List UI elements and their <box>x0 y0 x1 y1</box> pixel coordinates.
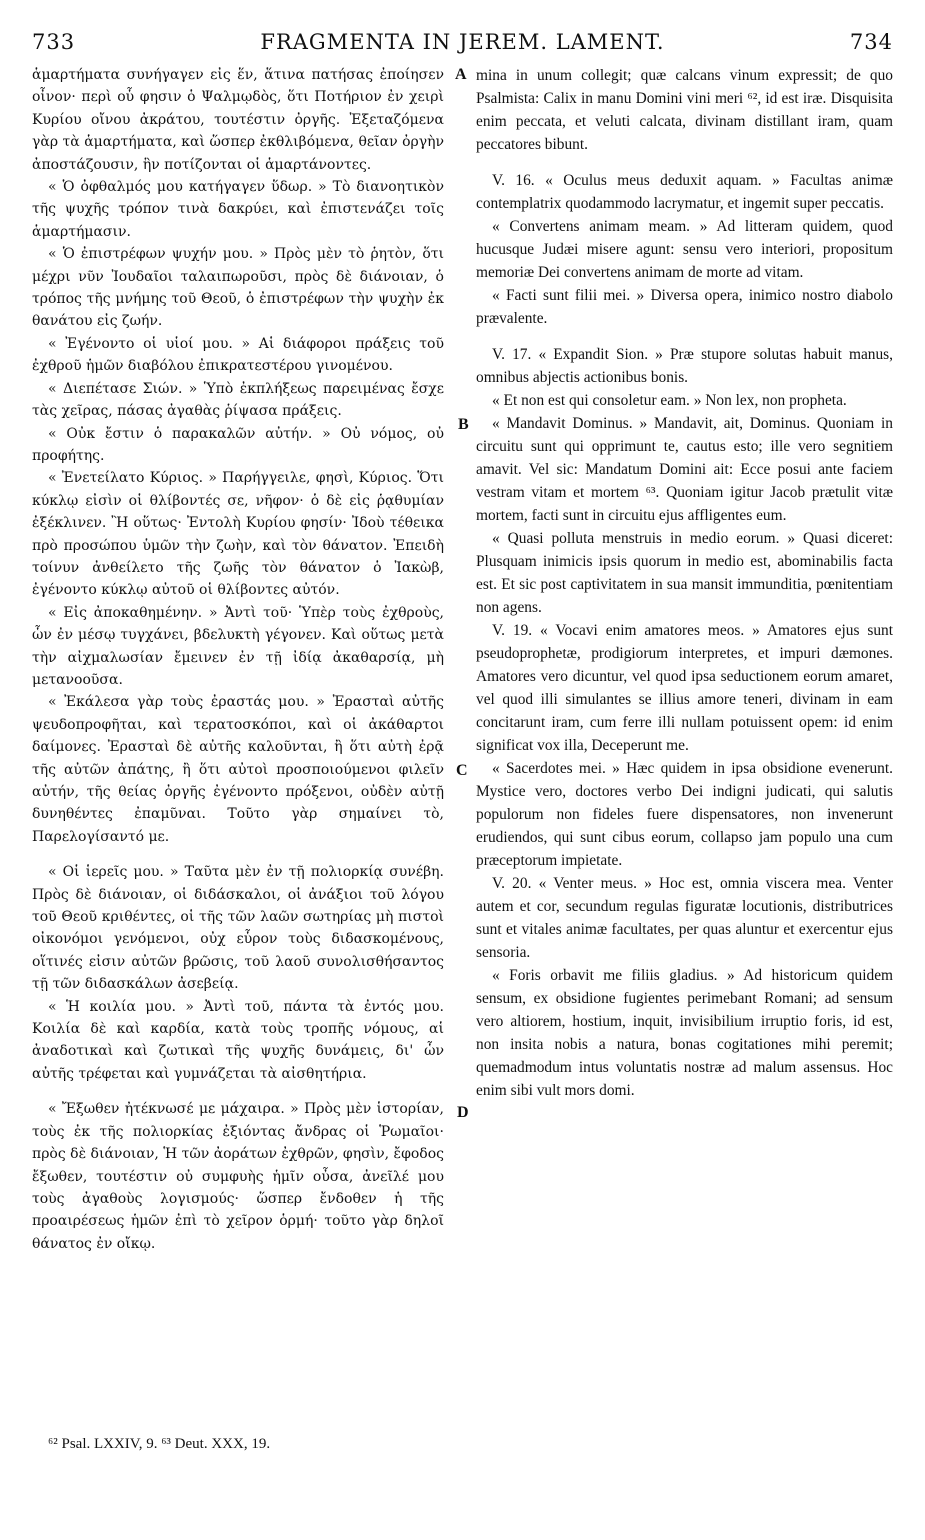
section-marker-c: C <box>456 762 468 779</box>
greek-paragraph: « Εἰς ἀποκαθημένην. » Ἀντὶ τοῦ· Ὑπὲρ τοὺς ἐχθροὺς, ὧν ἐν μέσῳ τυγχάνει, βδελυκτὴ γέγονεν. Καὶ οὕτως μετὰ τὴν αἰχμαλωσίαν ἔμεινεν ἐν τῇ ἰδίᾳ ἀκαθαρσίᾳ, μὴ μετανοοῦσα. <box>32 604 444 688</box>
footnotes: ⁶² Psal. LXXIV, 9. ⁶³ Deut. XXX, 19. <box>48 1436 271 1452</box>
running-title: FRAGMENTA IN JEREM. LAMENT. <box>260 30 665 54</box>
section-marker-b: B <box>458 416 469 433</box>
greek-paragraph: « Ὁ ἐπιστρέφων ψυχήν μου. » Πρὸς μὲν τὸ ῥητὸν, ὅτι μέχρι νῦν Ἰουδαῖοι ταλαιπωροῦσι, πρὸς δὲ διάνοιαν, ὁ τρόπος τῆς μνήμης τοῦ Θεοῦ, ὁ ἐπιστρέφων τὴν ψυχὴν ἐκ θανάτου εἰς ζωήν. <box>32 246 444 330</box>
latin-paragraph: « Convertens animam meam. » Ad litteram quidem, quod hucusque Judæi misere agunt: sensu vero interiori, propositum memoriæ Dei convertens animam de morte ad vitam. <box>476 218 893 281</box>
section-marker-a: A <box>455 66 467 83</box>
greek-paragraph: « Ἐκάλεσα γὰρ τοὺς ἐραστάς μου. » Ἐρασταὶ αὐτῆς ψευδοπροφῆται, καὶ τερατοσκόποι, καὶ οἱ ἀκάθαρτοι δαίμονες. Ἐρασταὶ δὲ αὐτῆς καλοῦνται, ἢ ὅτι αὐτὴ ἐρᾷ τῆς αὐτῶν ἀπάτης, ἢ ὅτι αὐτοὶ προσποιούμενοι φιλεῖν αὐτήν, τῆς θείας ὀργῆς ἐγένοντο πρόξενοι, οὐδὲν αὐτῇ δυνηθέντες ἐπαμῦναι. Τοῦτο γὰρ σημαίνει τὸ, Παρελογίσαντό με. <box>32 694 444 845</box>
greek-paragraph: « Οἱ ἱερεῖς μου. » Ταῦτα μὲν ἐν τῇ πολιορκίᾳ συνέβη. Πρὸς δὲ διάνοιαν, οἱ διδάσκαλοι, οἱ ἀνάξιοι τοῦ λόγου τοῦ Θεοῦ κριθέντες, οἱ τῆς τῶν λαῶν σωτηρίας μὴ πιστοὶ οἰκονόμοι γενόμενοι, οὐχ εὗρον τοὺς διδασκομένους, οἵτινές εἰσιν αὐτῶν βρῶσις, τοῦ λαοῦ συνολισθήσαντος τῇ τῶν διδασκάλων ἀσεβείᾳ. <box>32 864 444 993</box>
latin-paragraph: V. 19. « Vocavi enim amatores meos. » Amatores ejus sunt pseudoprophetæ, prodigiorum interpretes, et impuri dæmones. Amatores vero dicuntur, vel quod ipsa seductionem eorum amaret, vel quod illi simulantes se illius amore teneri, divinam in eam concitarunt iram, cum ferre illi nullam potuissent opem: id enim significat vox illa, Deceperunt me. <box>476 622 893 754</box>
greek-paragraph: « Ἔξωθεν ἠτέκνωσέ με μάχαιρα. » Πρὸς μὲν ἱστορίαν, τοὺς ἐκ τῆς πολιορκίας ἐξιόντας ἄνδρας οἱ Ῥωμαῖοι· πρὸς δὲ διάνοιαν, Ἡ τῶν ἀοράτων ἐχθρῶν, φησὶν, ἔφοδος ἔξωθεν, τουτέστιν οὐ συμφυὴς ἡμῖν οὖσα, ἀνεῖλέ μου τοὺς ἀγαθοὺς λογισμούς· ὥσπερ ἔνδοθεν ἡ τῆς προαιρέσεως ἡμῶν ἐπὶ τὸ χεῖρον ὁρμή· τοῦτο γὰρ δηλοῖ θάνατος ἐν οἴκῳ. <box>32 1101 444 1252</box>
latin-paragraph: « Facti sunt filii mei. » Diversa opera, inimico nostro diabolo prævalente. <box>476 287 893 327</box>
latin-paragraph: « Quasi polluta menstruis in medio eorum. » Quasi diceret: Plusquam inimicis ipsis quorum in medio est, abominabilis facta est. Et sic post captivitatem in sua mansit immunditia, pœnitentiam non agens. <box>476 530 893 616</box>
latin-paragraph: V. 17. « Expandit Sion. » Præ stupore solutas habuit manus, omnibus abjectis actionibus bonis. <box>476 346 893 386</box>
latin-paragraph: « Sacerdotes mei. » Hæc quidem in ipsa obsidione evenerunt. Mystice vero, doctores verbo Dei indigni judicati, qui salutis populorum non fideles fuere dispensatores, non invenerunt erudiendos, qui sunt cibus eorum, collapso jam populo una cum præceptorum impietate. <box>476 760 893 869</box>
latin-paragraph: V. 20. « Venter meus. » Hoc est, omnia viscera mea. Venter autem et cor, secundum regulas figuratæ locutionis, distributrices sunt et vitales animæ facultates, per quas aluntur et exercentur ejus sensoria. <box>476 875 893 961</box>
latin-paragraph: « Foris orbavit me filiis gladius. » Ad historicum quidem sensum, ex obsidione fugientes perimebant Romani; ad sensum vero altiorem, hostium, inquit, invisibilium irruptio foris, id est, non insita nobis a natura, bonas cogitationes mihi peremit; quemadmodum intus voluntatis nostræ ad malum assensus. Hoc enim sibi vult mors domi. <box>476 967 893 1099</box>
latin-paragraph: « Et non est qui consoletur eam. » Non lex, non propheta. <box>492 392 847 409</box>
greek-paragraph: ἁμαρτήματα συνήγαγεν εἰς ἕν, ἅτινα πατήσας ἐποίησεν οἶνον· περὶ οὗ φησιν ὁ Ψαλμῳδὸς, ὅτι Ποτήριον ἐν χειρὶ Κυρίου οἴνου ἀκράτου, τουτέστιν ὀργῆς. Ἐξεταζόμενα γὰρ τὰ ἁμαρτήματα, καὶ ὥσπερ ἐκθλιβόμενα, θεῖαν ὀργὴν ἀποστάζουσιν, ἣν ποτίζονται οἱ ἁμαρτάνοντες. <box>32 67 444 173</box>
latin-paragraph: « Mandavit Dominus. » Mandavit, ait, Dominus. Quoniam in circuitu sunt qui opprimunt te, cautus esto; ille vero segnitiem amavit. Vel sic: Mandatum Domini ait: Ecce posui ante faciem vestram vitam et mortem ⁶³. Quoniam igitur Jacob prætulit vitæ mortem, facti sunt in circuitu ejus affligentes eum. <box>476 415 893 524</box>
greek-paragraph: « Οὐκ ἔστιν ὁ παρακαλῶν αὐτήν. » Οὐ νόμος, οὐ προφήτης. <box>32 425 444 464</box>
section-marker-d: D <box>457 1104 469 1121</box>
page-number-right: 734 <box>849 30 893 54</box>
greek-paragraph: « Ἐγένοντο οἱ υἱοί μου. » Αἱ διάφοροι πράξεις τοῦ ἐχθροῦ ἡμῶν διαβόλου ἐπικρατεστέρου γινομένου. <box>32 335 444 375</box>
greek-paragraph: « Διεπέτασε Σιών. » Ὑπὸ ἐκπλήξεως παρειμένας ἔσχε τὰς χεῖρας, πάσας ἀγαθὰς ῥίψασα πράξεις. <box>32 380 444 420</box>
greek-paragraph: « Ἡ κοιλία μου. » Ἀντὶ τοῦ, πάντα τὰ ἐντός μου. Κοιλία δὲ καὶ καρδία, κατὰ τοὺς τροπῆς νόμους, αἱ ἀναδοτικαὶ καὶ ζωτικαὶ τῆς ψυχῆς δυνάμεις, δι' ὧν αὐτῆς τρέφεται καὶ γυμνάζεται τὰ αἰσθητήρια. <box>32 998 444 1082</box>
page-header <box>32 30 893 58</box>
latin-paragraph: mina in unum collegit; quæ calcans vinum expressit; de quo Psalmista: Calix in manu Domini vini meri ⁶², id est iræ. Disquisita enim peccata, et veluti calcata, divinam distillant iram, quam peccatores bibunt. <box>476 67 893 153</box>
greek-paragraph: « Ὁ ὀφθαλμός μου κατήγαγεν ὕδωρ. » Τὸ διανοητικὸν τῆς ψυχῆς τρόπον τινὰ δακρύει, καὶ ἐπιστενάζει τοῖς ἁμαρτήμασιν. <box>32 179 444 240</box>
greek-column <box>32 64 444 1255</box>
page-number-left: 733 <box>32 30 76 54</box>
latin-paragraph: V. 16. « Oculus meus deduxit aquam. » Facultas animæ contemplatrix quodammodo lacrymatur, et ingemit super peccatis. <box>476 172 893 212</box>
greek-paragraph: « Ἐνετείλατο Κύριος. » Παρήγγειλε, φησὶ, Κύριος. Ὅτι κύκλῳ εἰσὶν οἱ θλίβοντές σε, νῆφον· ὁ δὲ εἰς ῥᾳθυμίαν ἐξέκλινεν. Ἢ οὕτως· Ἐντολὴ Κυρίου φησίν· Ἰδοὺ τέθεικα πρὸ προσώπου ὑμῶν τὴν ζωὴν, καὶ τὸν θάνατον. Ἐπειδὴ τοίνυν ἀνθείλετο τῆς ζωῆς τὸν θάνατον ὁ Ἰακὼβ, ἐγένοντο κύκλῳ αὐτοῦ οἱ θλίβοντες αὐτόν. <box>32 470 444 599</box>
latin-column <box>476 64 893 1102</box>
